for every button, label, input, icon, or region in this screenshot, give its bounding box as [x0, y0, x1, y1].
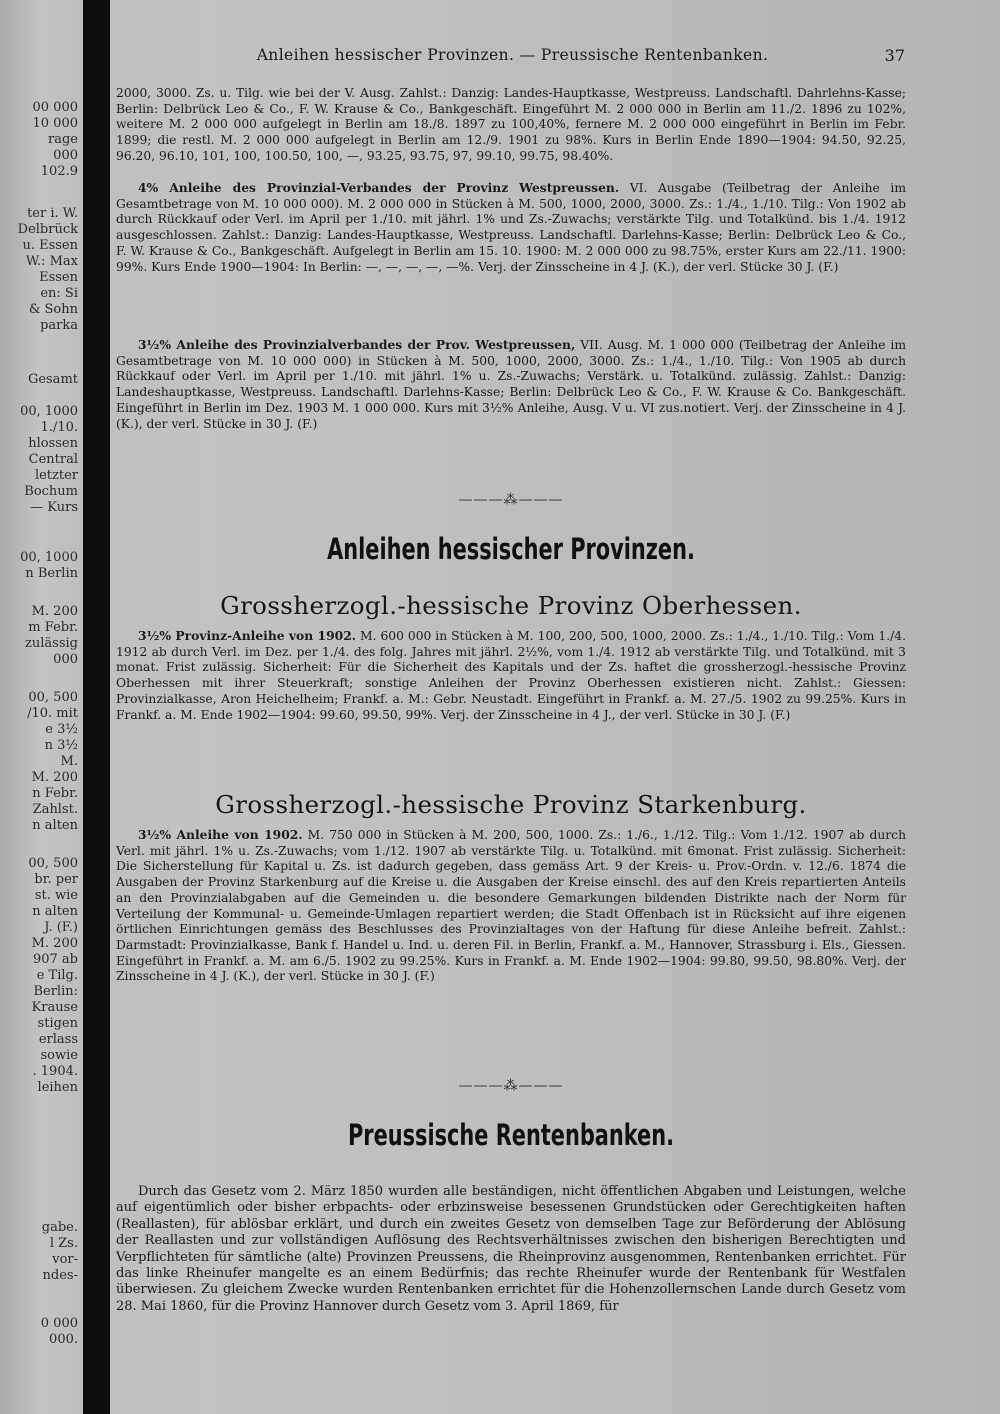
left-margin-fragment: 00 000	[32, 100, 78, 115]
entry-heading: 3½% Anleihe des Provinzialverbandes der Prov. Westpreussen,	[138, 337, 576, 352]
subsection-title-oberhessen: Grossherzogl.-hessische Provinz Oberhessen.	[220, 591, 802, 620]
left-margin-fragment: n Berlin	[25, 566, 78, 581]
section-ornament: ———⁂———	[458, 1078, 564, 1094]
left-margin-fragment: n Febr.	[32, 786, 78, 801]
left-margin-fragment: 000	[53, 652, 78, 667]
left-margin-fragment: W.: Max	[25, 254, 78, 269]
left-margin-fragment: Essen	[39, 270, 78, 285]
entry-text: M. 750 000 in Stücken à M. 200, 500, 1000. Zs.: 1./6., 1./12. Tilg.: Vom 1./12. 1907 ab durch Verl. mit jährl. 1% u. Zs.-Zuwachs; vom 1./12. 1907 ab verstärkte Tilg. u. Totalkünd. mit 6monat. Frist zulässig. Sicherheit: Die Sicherstellung für Kapital u. Zs. ist dadurch gegeben, dass gemäss Art. 9 der Kreis- u. Prov.-Ordn. v. 12./6. 1874 die Ausgaben der Provinz Starkenburg auf die Kreise u. die Ausgaben der Kreise einschl. des auf den Kreis repartierten Anteils an den Provinzialabgaben auf die Gemeinden u. die besondere Gemarkungen bildenden Distrikte nach der Norm für Verteilung der Kommunal- u. Gemeinde-Umlagen repartiert werden; die Stadt Offenbach ist in Rücksicht auf ihre eigenen örtlichen Einrichtungen gemäss des Beschlusses des Provinzialtages von der Haftung für diese Anleihe befreit. Zahlst.: Darmstadt: Provinzialkasse, Bank f. Handel u. Ind. u. deren Fil. in Berlin, Frankf. a. M., Hannover, Strassburg i. Els., Giessen. Eingeführt in Frankf. a. M. am 6./5. 1902 zu 99.25%. Kurs in Frankf. a. M. Ende 1902—1904: 99.80, 99.50, 98.80%. Verj. der Zinsscheine in 4 J. (K.), der verl. Stücke in 30 J. (F.)	[116, 828, 906, 984]
left-margin-fragment: M.	[60, 754, 78, 769]
section-title-hessen: Anleihen hessischer Provinzen.	[327, 532, 695, 566]
left-margin-fragment: n alten	[32, 818, 78, 833]
entry-text: VI. Ausgabe (Teilbetrag der Anleihe im Gesamtbetrage von M. 10 000 000). M. 2 000 000 in Stücken à M. 500, 1000, 2000, 3000. Zs.: 1./4., 1./10. Tilg.: Von 1902 ab durch Rückkauf oder Verl. im April per 1./10. mit jährl. 1% und Zs.-Zuwachs; verstärkte Tilg. und Totalkünd. bis 1./4. 1912 ausgeschlossen. Zahlst.: Danzig: Landes-Hauptkasse, Westpreuss. Landschaftl. Darlehns-Kasse; Berlin: Delbrück Leo & Co., F. W. Krause & Co., Bankgeschäft. Aufgelegt in Berlin am 15. 10. 1900: M. 2 000 000 zu 98.75%, erster Kurs am 22./11. 1900: 99%. Kurs Ende 1900—1904: In Berlin: —, —, —, —, —%. Verj. der Zinsscheine in 4 J. (K.), der verl. Stücke 30 J. (F.)	[116, 181, 906, 274]
left-margin-fragment: M. 200	[31, 604, 78, 619]
left-margin-fragment: Central	[28, 452, 78, 467]
bond-entry-westpreussen-vii	[116, 337, 906, 432]
paragraph-text: Durch das Gesetz vom 2. März 1850 wurden alle beständigen, nicht öffentlichen Abgaben und Leistungen, welche auf eigentümlich oder bisher erbpachts- oder erbzinsweise besessenen Grundstücken oder Gerechtigkeiten haften (Reallasten), für ablösbar erklärt, und durch ein zweites Gesetz von demselben Tage zur Beförderung der Ablösung der Reallasten und zur vollständigen Auflösung des Rechtsverhältnisses zwischen den bisherigen Berechtigten und Verpflichteten für sämtliche (alte) Provinzen Preussens, die Rheinprovinz ausgenommen, Rentenbanken errichtet. Für das linke Rheinufer mangelte es an einem Bedürfnis; das rechte Rheinufer wurde der Rentenbank für Westfalen überwiesen. Zu gleichem Zwecke wurden Rentenbanken errichtet für die Hohenzollernschen Lande durch Gesetz vom 28. Mai 1860, für die Provinz Hannover durch Gesetz vom 3. April 1869, für	[116, 1184, 906, 1314]
left-margin-fragment: letzter	[34, 468, 78, 483]
page-number: 37	[884, 46, 905, 65]
left-margin-fragment: . 1904.	[32, 1064, 78, 1079]
left-margin-fragment: & Sohn	[28, 302, 78, 317]
left-margin-fragment: m Febr.	[28, 620, 78, 635]
left-margin-fragment: ndes-	[42, 1268, 78, 1283]
left-margin-fragment: vor-	[52, 1252, 78, 1267]
left-margin-fragment: gabe.	[41, 1220, 78, 1235]
entry-heading: 3½% Provinz-Anleihe von 1902.	[138, 628, 357, 643]
left-margin-fragment: st. wie	[34, 888, 78, 903]
left-margin-fragment: M. 200	[31, 770, 78, 785]
rentenbanken-intro	[116, 1184, 906, 1315]
left-margin-fragment: sowie	[40, 1048, 78, 1063]
left-margin-fragment: 1./10.	[40, 420, 78, 435]
left-margin-fragment: parka	[40, 318, 78, 333]
left-margin-fragment: M. 200	[31, 936, 78, 951]
left-margin-fragment: ter i. W.	[27, 206, 78, 221]
left-margin-fragment: l Zs.	[49, 1236, 78, 1251]
left-page-margin-fragment	[0, 0, 80, 1414]
bond-entry-oberhessen	[116, 628, 906, 723]
left-margin-fragment: erlass	[38, 1032, 78, 1047]
left-margin-fragment: n 3½	[44, 738, 78, 753]
left-margin-fragment: 000	[53, 148, 78, 163]
left-margin-fragment: /10. mit	[27, 706, 78, 721]
paragraph-text: 2000, 3000. Zs. u. Tilg. wie bei der V. Ausg. Zahlst.: Danzig: Landes-Hauptkasse, Westpreuss. Landschaftl. Dahrlehns-Kasse; Berlin: Delbrück Leo & Co., F. W. Krause & Co., Bankgeschäft. Eingeführt M. 2 000 000 in Berlin am 11./2. 1896 zu 102%, weitere M. 2 000 000 aufgelegt in Berlin am 18./8. 1897 zu 100,40%, fernere M. 2 000 000 eingeführt in Berlin im Febr. 1899; die restl. M. 2 000 000 aufgelegt in Berlin am 12./9. 1901 zu 98%. Kurs in Berlin Ende 1890—1904: 94.50, 92.25, 96.20, 96.10, 101, 100, 100.50, 100, —, 93.25, 93.75, 97, 99.10, 99.75, 98.40%.	[116, 86, 906, 163]
entry-text: M. 600 000 in Stücken à M. 100, 200, 500, 1000, 2000. Zs.: 1./4., 1./10. Tilg.: Vom 1./4. 1912 ab durch Verl. im Dez. per 1./4. des folg. Jahres mit jährl. 2½%, vom 1./4. 1912 ab verstärkte Tilg. und Totalkünd. mit 3 monat. Frist zulässig. Sicherheit: Für die Sicherheit des Kapitals und der Zs. haftet die grossherzogl.-hessische Provinz Oberhessen mit ihrer Steuerkraft; sonstige Anleihen der Provinz Oberhessen existieren nicht. Zahlst.: Giessen: Provinzialkasse, Aron Heichelheim; Frankf. a. M.: Gebr. Neustadt. Eingeführt in Frankf. a. M. 27./5. 1902 zu 99.25%. Kurs in Frankf. a. M. Ende 1902—1904: 99.60, 99.50, 99%. Verj. der Zinsscheine in 4 J., der verl. Stücke in 30 J. (F.)	[116, 629, 906, 722]
left-margin-fragment: zulässig	[25, 636, 78, 651]
running-header	[120, 46, 905, 66]
left-margin-fragment: 0 000	[40, 1316, 78, 1331]
left-margin-fragment: 00, 1000	[20, 404, 78, 419]
bond-entry-starkenburg	[116, 827, 906, 985]
subsection-title-starkenburg: Grossherzogl.-hessische Provinz Starkenburg.	[215, 790, 807, 819]
left-margin-fragment: en: Si	[40, 286, 78, 301]
entry-heading: 4% Anleihe des Provinzial-Verbandes der Provinz Westpreussen.	[138, 180, 620, 195]
left-margin-fragment: Berlin:	[33, 984, 78, 999]
left-margin-fragment: e 3½	[45, 722, 78, 737]
left-margin-fragment: Krause	[31, 1000, 78, 1015]
bond-entry-westpreussen-v	[116, 86, 906, 165]
left-margin-fragment: leihen	[37, 1080, 78, 1095]
left-margin-fragment: 907 ab	[32, 952, 78, 967]
left-margin-fragment: 10 000	[32, 116, 78, 131]
left-margin-fragment: 00, 500	[28, 856, 78, 871]
entry-heading: 3½% Anleihe von 1902.	[138, 827, 303, 842]
left-margin-fragment: 102.9	[40, 164, 78, 179]
entry-text: VII. Ausg. M. 1 000 000 (Teilbetrag der Anleihe im Gesamtbetrage von M. 10 000 000) in Stücken à M. 500, 1000, 2000, 3000. Zs.: 1./4., 1./10. Tilg.: Von 1905 ab durch Rückkauf oder Verl. im April per 1./10. mit jährl. 1% u. Zs.-Zuwachs; Verstärk. u. Totalkünd. zulässig. Zahlst.: Danzig: Landeshauptkasse, Westpreuss. Landschaftl. Darlehns-Kasse; Berlin: Delbrück Leo & Co., F. W. Krause & Co. Bankgeschäft. Eingeführt in Berlin im Dez. 1903 M. 1 000 000. Kurs mit 3½% Anleihe, Ausg. V u. VI zus.notiert. Verj. der Zinsscheine in 4 J. (K.), der verl. Stücke in 30 J. (F.)	[116, 338, 906, 431]
left-margin-fragment: hlossen	[28, 436, 78, 451]
section-ornament: ———⁂———	[458, 492, 564, 508]
left-margin-fragment: Bochum	[24, 484, 78, 499]
bond-entry-westpreussen-vi	[116, 180, 906, 275]
left-margin-fragment: 00, 500	[28, 690, 78, 705]
left-margin-fragment: rage	[48, 132, 78, 147]
left-margin-fragment: br. per	[34, 872, 78, 887]
left-margin-fragment: 00, 1000	[20, 550, 78, 565]
left-margin-fragment: J. (F.)	[44, 920, 78, 935]
left-margin-fragment: u. Essen	[22, 238, 78, 253]
left-margin-fragment: Gesamt	[27, 372, 78, 387]
header-title: Anleihen hessischer Provinzen. — Preussische Rentenbanken.	[256, 46, 769, 64]
left-margin-fragment: — Kurs	[30, 500, 78, 515]
left-margin-fragment: Zahlst.	[32, 802, 78, 817]
section-title-rentenbanken: Preussische Rentenbanken.	[347, 1118, 675, 1152]
left-margin-fragment: stigen	[37, 1016, 78, 1031]
left-margin-fragment: 000.	[49, 1332, 78, 1347]
left-margin-fragment: e Tilg.	[36, 968, 78, 983]
book-spine-shadow	[83, 0, 110, 1414]
left-margin-fragment: Delbrück	[17, 222, 78, 237]
left-margin-fragment: n alten	[32, 904, 78, 919]
